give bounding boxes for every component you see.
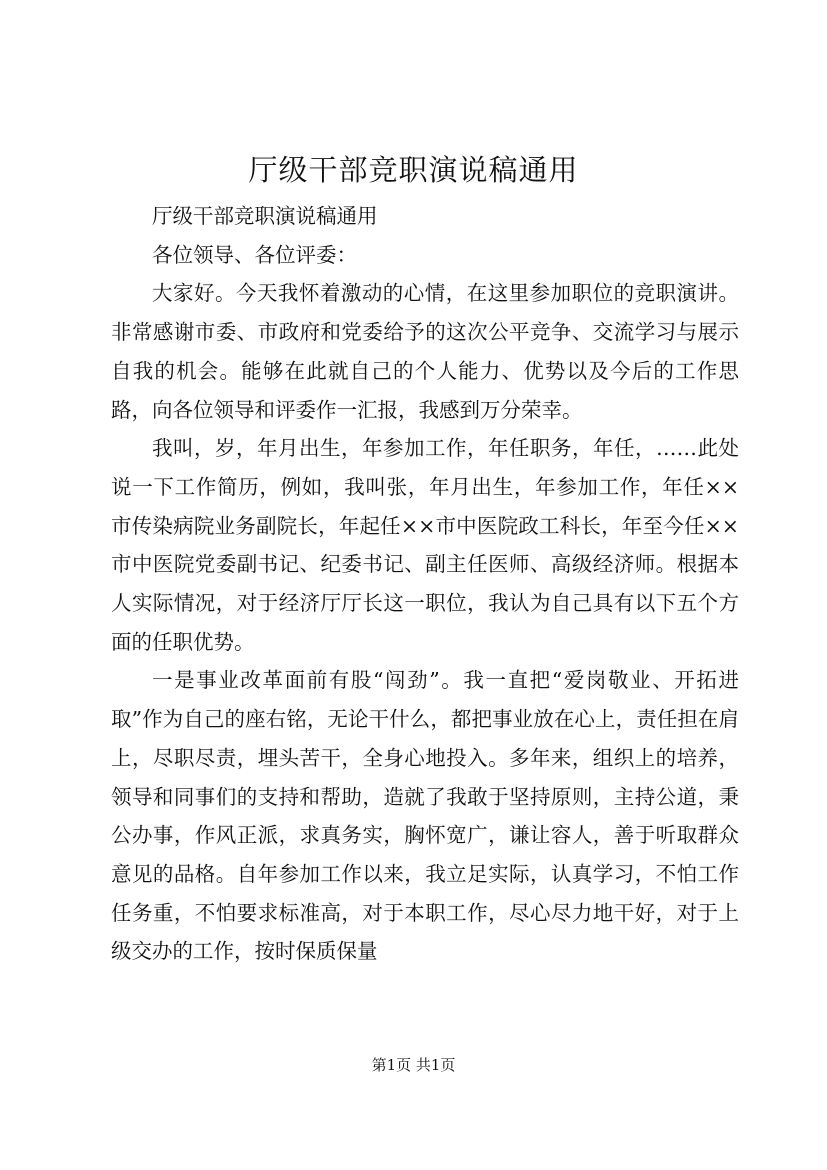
page-footer: 第1页 共1页 (371, 1056, 456, 1074)
document-body (111, 197, 739, 971)
paragraph-advantage-one: 一是事业改革面前有股“闯劲”。我一直把“爱岗敬业、开拓进取”作为自己的座右铭，无论干什么，都把事业放在心上，责任担在肩上，尽职尽责，埋头苦干，全身心地投入。多年来，组织上的培养，领导和同事们的支持和帮助，造就了我敢于坚持原则，主持公道，秉公办事，作风正派，求真务实，胸怀宽广，谦让容人，善于听取群众意见的品格。自年参加工作以来，我立足实际，认真学习，不怕工作任务重，不怕要求标准高，对于本职工作，尽心尽力地干好，对于上级交办的工作，按时保质保量 (111, 668, 739, 964)
paragraph-introduction: 我叫，岁，年月出生，年参加工作，年任职务，年任，……此处说一下工作简历，例如，我叫张，年月出生，年参加工作，年任××市传染病院业务副院长，年起任××市中医院政工科长，年至今任××市中医院党委副书记、纪委书记、副主任医师、高级经济师。根据本人实际情况，对于经济厅厅长这一职位，我认为自己具有以下五个方面的任职优势。 (111, 436, 739, 654)
paragraph-salutation: 各位领导、各位评委： (152, 242, 357, 267)
paragraph-greeting: 大家好。今天我怀着激动的心情，在这里参加职位的竞职演讲。非常感谢市委、市政府和党委给予的这次公平竞争、交流学习与展示自我的机会。能够在此就自己的个人能力、优势以及今后的工作思路，向各位领导和评委作一汇报，我感到万分荣幸。 (111, 281, 739, 422)
paragraph-heading: 厅级干部竞职演说稿通用 (152, 204, 378, 228)
document-title: 厅级干部竞职演说稿通用 (248, 153, 579, 187)
